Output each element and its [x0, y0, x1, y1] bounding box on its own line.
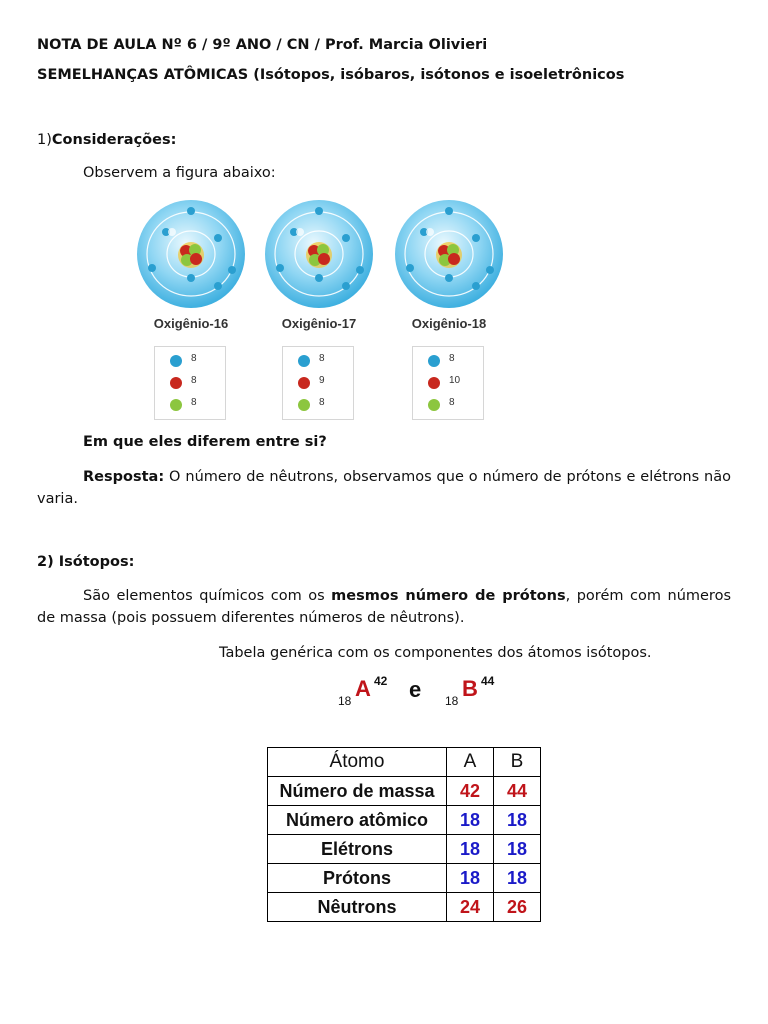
header-atom: Átomo — [268, 748, 447, 777]
legend-row-protons — [283, 395, 353, 415]
definition-text-start: São elementos químicos com os — [83, 588, 332, 604]
isotope-notation — [338, 674, 508, 714]
value-a: 18 — [447, 835, 494, 864]
atom-icon — [260, 198, 378, 310]
proton-icon — [297, 398, 311, 412]
row-label: Nêutrons — [268, 893, 447, 922]
proton-icon — [427, 398, 441, 412]
table-caption: Tabela genérica com os componentes dos átomos isótopos. — [219, 645, 652, 661]
table-row — [268, 777, 541, 806]
section-1-number: 1) — [37, 132, 52, 148]
neutron-count: 8 — [191, 375, 197, 386]
electron-count: 8 — [191, 353, 197, 364]
element-a-mass-number: 42 — [374, 674, 388, 688]
legend-row-neutrons — [283, 373, 353, 393]
neutron-icon — [297, 376, 311, 390]
value-b: 26 — [494, 893, 541, 922]
header-b: B — [494, 748, 541, 777]
table-header-row — [268, 748, 541, 777]
neutron-icon — [427, 376, 441, 390]
legend-row-neutrons — [155, 373, 225, 393]
row-label: Número de massa — [268, 777, 447, 806]
atom-name-label: Oxigênio-17 — [281, 316, 357, 331]
question: Em que eles diferem entre si? — [83, 434, 327, 450]
value-a: 18 — [447, 864, 494, 893]
electron-count: 8 — [449, 353, 455, 364]
legend-row-electrons — [155, 351, 225, 371]
value-a: 24 — [447, 893, 494, 922]
value-b: 18 — [494, 835, 541, 864]
value-a: 42 — [447, 777, 494, 806]
table-row — [268, 864, 541, 893]
atom-name-label: Oxigênio-16 — [153, 316, 229, 331]
document-subtitle: SEMELHANÇAS ATÔMICAS (Isótopos, isóbaros, isótonos e isoeletrônicos — [37, 67, 625, 83]
answer-paragraph — [37, 466, 731, 510]
section-1-heading — [37, 132, 176, 148]
particle-legend — [412, 346, 484, 420]
conjunction: e — [409, 677, 422, 702]
document-title: NOTA DE AULA Nº 6 / 9º ANO / CN / Prof. Marcia Olivieri — [37, 37, 488, 53]
proton-icon — [169, 398, 183, 412]
legend-row-electrons — [413, 351, 483, 371]
section-1-title: Considerações: — [51, 132, 177, 148]
atom-icon — [132, 198, 250, 310]
legend-row-protons — [413, 395, 483, 415]
neutron-icon — [169, 376, 183, 390]
element-b-symbol: B — [462, 676, 478, 701]
isotopes-definition — [37, 585, 731, 629]
legend-row-electrons — [283, 351, 353, 371]
electron-icon — [297, 354, 311, 368]
header-a: A — [447, 748, 494, 777]
proton-count: 8 — [319, 397, 325, 408]
element-b-mass-number: 44 — [481, 674, 495, 688]
row-label: Número atômico — [268, 806, 447, 835]
table-row — [268, 835, 541, 864]
oxygen-isotopes-figure — [128, 198, 528, 423]
legend-row-protons — [155, 395, 225, 415]
proton-count: 8 — [449, 397, 455, 408]
legend-row-neutrons — [413, 373, 483, 393]
electron-count: 8 — [319, 353, 325, 364]
row-label: Prótons — [268, 864, 447, 893]
definition-text-end: , porém com números de massa (pois possuem diferentes números de nêutrons). — [37, 588, 731, 626]
electron-icon — [169, 354, 183, 368]
element-a-symbol: A — [355, 676, 371, 701]
neutron-count: 10 — [449, 375, 461, 386]
answer-text: O número de nêutrons, observamos que o número de prótons e elétrons não varia. — [37, 469, 731, 507]
particle-legend — [282, 346, 354, 420]
isotopes-table — [267, 747, 541, 922]
electron-icon — [427, 354, 441, 368]
table-row — [268, 806, 541, 835]
row-label: Elétrons — [268, 835, 447, 864]
definition-emphasis: mesmos número de prótons — [331, 588, 566, 604]
particle-legend — [154, 346, 226, 420]
value-a: 18 — [447, 806, 494, 835]
table-row — [268, 893, 541, 922]
element-b-atomic-number: 18 — [445, 694, 459, 708]
element-a-atomic-number: 18 — [338, 694, 352, 708]
proton-count: 8 — [191, 397, 197, 408]
value-b: 44 — [494, 777, 541, 806]
neutron-count: 9 — [319, 375, 325, 386]
atom-icon — [390, 198, 508, 310]
value-b: 18 — [494, 806, 541, 835]
figure-intro: Observem a figura abaixo: — [83, 165, 276, 181]
value-b: 18 — [494, 864, 541, 893]
section-2-heading: 2) Isótopos: — [37, 554, 135, 570]
answer-label: Resposta: — [83, 469, 165, 485]
atom-name-label: Oxigênio-18 — [411, 316, 487, 331]
